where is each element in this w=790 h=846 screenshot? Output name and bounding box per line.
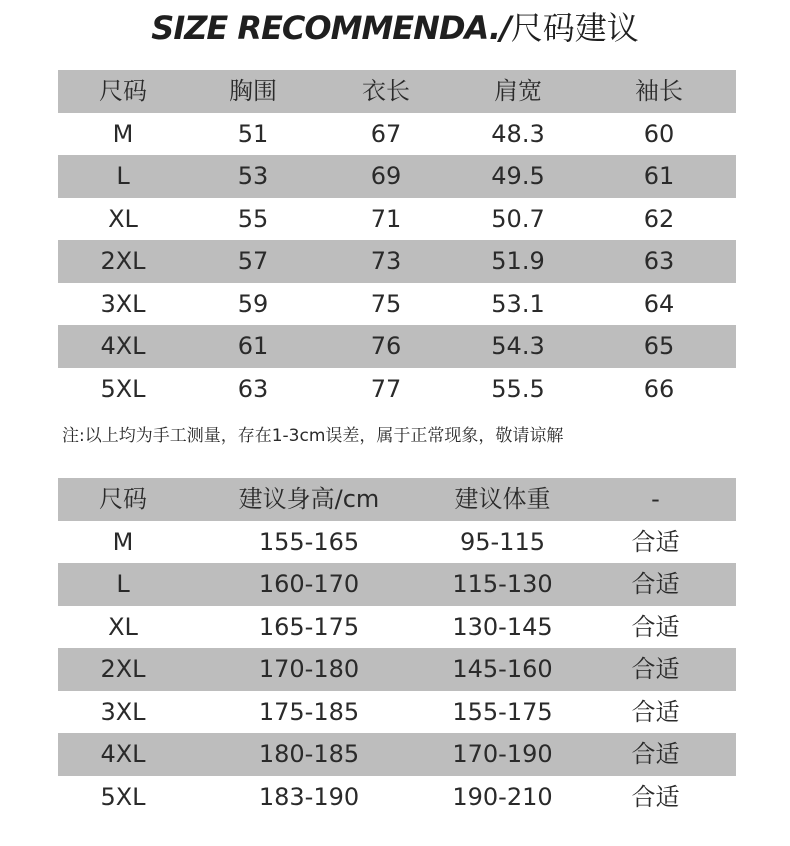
table-cell: L	[116, 570, 130, 599]
table-cell: 183-190	[258, 782, 360, 811]
table-cell: 54.3	[491, 332, 545, 361]
table-cell: M	[112, 119, 134, 148]
table-cell: 75	[370, 289, 402, 318]
table-cell: 63	[643, 247, 675, 276]
title-english: SIZE RECOMMENDA./	[151, 9, 511, 47]
column-header: 尺码	[99, 485, 147, 514]
table-cell: 130-145	[452, 612, 553, 641]
table-row	[58, 325, 736, 368]
measurement-table	[58, 70, 736, 410]
table-cell: 67	[370, 119, 402, 148]
table-cell: 170-180	[258, 655, 360, 684]
table-cell: 合适	[631, 527, 680, 556]
table-row	[58, 198, 736, 241]
table-cell: 59	[237, 289, 269, 318]
table-cell: 63	[237, 374, 269, 403]
table-cell: 61	[237, 332, 269, 361]
table-cell: 160-170	[258, 570, 360, 599]
table-cell: 2XL	[100, 655, 146, 684]
table-cell: XL	[108, 612, 138, 641]
column-header: 袖长	[635, 77, 683, 106]
page-title	[0, 6, 790, 50]
table-cell: 55	[237, 204, 269, 233]
table-cell: 115-130	[452, 570, 553, 599]
table-cell: 合适	[631, 612, 680, 641]
table-row	[58, 776, 736, 819]
table-row	[58, 521, 736, 564]
table-cell: 51	[237, 119, 269, 148]
table-cell: 66	[643, 374, 675, 403]
table-row	[58, 283, 736, 326]
table-cell: 50.7	[491, 204, 545, 233]
table-cell: 145-160	[452, 655, 553, 684]
table-cell: L	[116, 162, 130, 191]
table-cell: 合适	[631, 697, 680, 726]
column-header: -	[651, 485, 660, 514]
column-header: 衣长	[362, 77, 410, 106]
table-cell: 76	[370, 332, 402, 361]
table-cell: 48.3	[491, 119, 545, 148]
column-header: 尺码	[99, 77, 147, 106]
table-header-row	[58, 70, 736, 113]
table-cell: 4XL	[100, 332, 146, 361]
table-cell: 165-175	[258, 612, 360, 641]
table-row	[58, 648, 736, 691]
table-row	[58, 606, 736, 649]
measurement-note: 注:以上均为手工测量，存在1-3cm误差，属于正常现象，敬请谅解	[62, 426, 564, 446]
title-chinese: 尺码建议	[510, 9, 639, 47]
table-cell: 62	[643, 204, 675, 233]
table-cell: 60	[643, 119, 675, 148]
column-header: 建议体重	[454, 485, 551, 514]
table-row	[58, 240, 736, 283]
table-row	[58, 691, 736, 734]
table-cell: 合适	[631, 782, 680, 811]
column-header: 肩宽	[494, 77, 542, 106]
table-cell: 71	[370, 204, 402, 233]
table-cell: 175-185	[258, 697, 360, 726]
table-cell: 180-185	[258, 740, 360, 769]
table-cell: 2XL	[100, 247, 146, 276]
table-cell: 69	[370, 162, 402, 191]
table-cell: 4XL	[100, 740, 146, 769]
table-cell: 57	[237, 247, 269, 276]
table-cell: 53	[237, 162, 269, 191]
table-cell: 49.5	[491, 162, 545, 191]
column-header: 建议身高/cm	[238, 485, 380, 514]
table-cell: 155-175	[452, 697, 553, 726]
table-cell: 64	[643, 289, 675, 318]
table-row	[58, 155, 736, 198]
table-cell: 73	[370, 247, 402, 276]
table-cell: 77	[370, 374, 402, 403]
table-cell: 55.5	[491, 374, 545, 403]
table-row	[58, 733, 736, 776]
table-header-row	[58, 478, 736, 521]
table-cell: 5XL	[100, 374, 146, 403]
table-cell: 65	[643, 332, 675, 361]
table-cell: 合适	[631, 740, 680, 769]
table-cell: 合适	[631, 655, 680, 684]
table-cell: 合适	[631, 570, 680, 599]
table-cell: 51.9	[491, 247, 545, 276]
table-cell: 3XL	[100, 289, 146, 318]
table-cell: M	[112, 527, 134, 556]
table-row	[58, 563, 736, 606]
table-cell: 95-115	[459, 527, 545, 556]
table-cell: 155-165	[258, 527, 360, 556]
recommendation-table	[58, 478, 736, 818]
table-cell: XL	[108, 204, 138, 233]
table-cell: 3XL	[100, 697, 146, 726]
table-cell: 5XL	[100, 782, 146, 811]
table-cell: 190-210	[452, 782, 553, 811]
table-row	[58, 368, 736, 411]
table-cell: 170-190	[452, 740, 553, 769]
column-header: 胸围	[229, 77, 277, 106]
table-cell: 53.1	[491, 289, 545, 318]
table-row	[58, 113, 736, 156]
table-cell: 61	[643, 162, 675, 191]
